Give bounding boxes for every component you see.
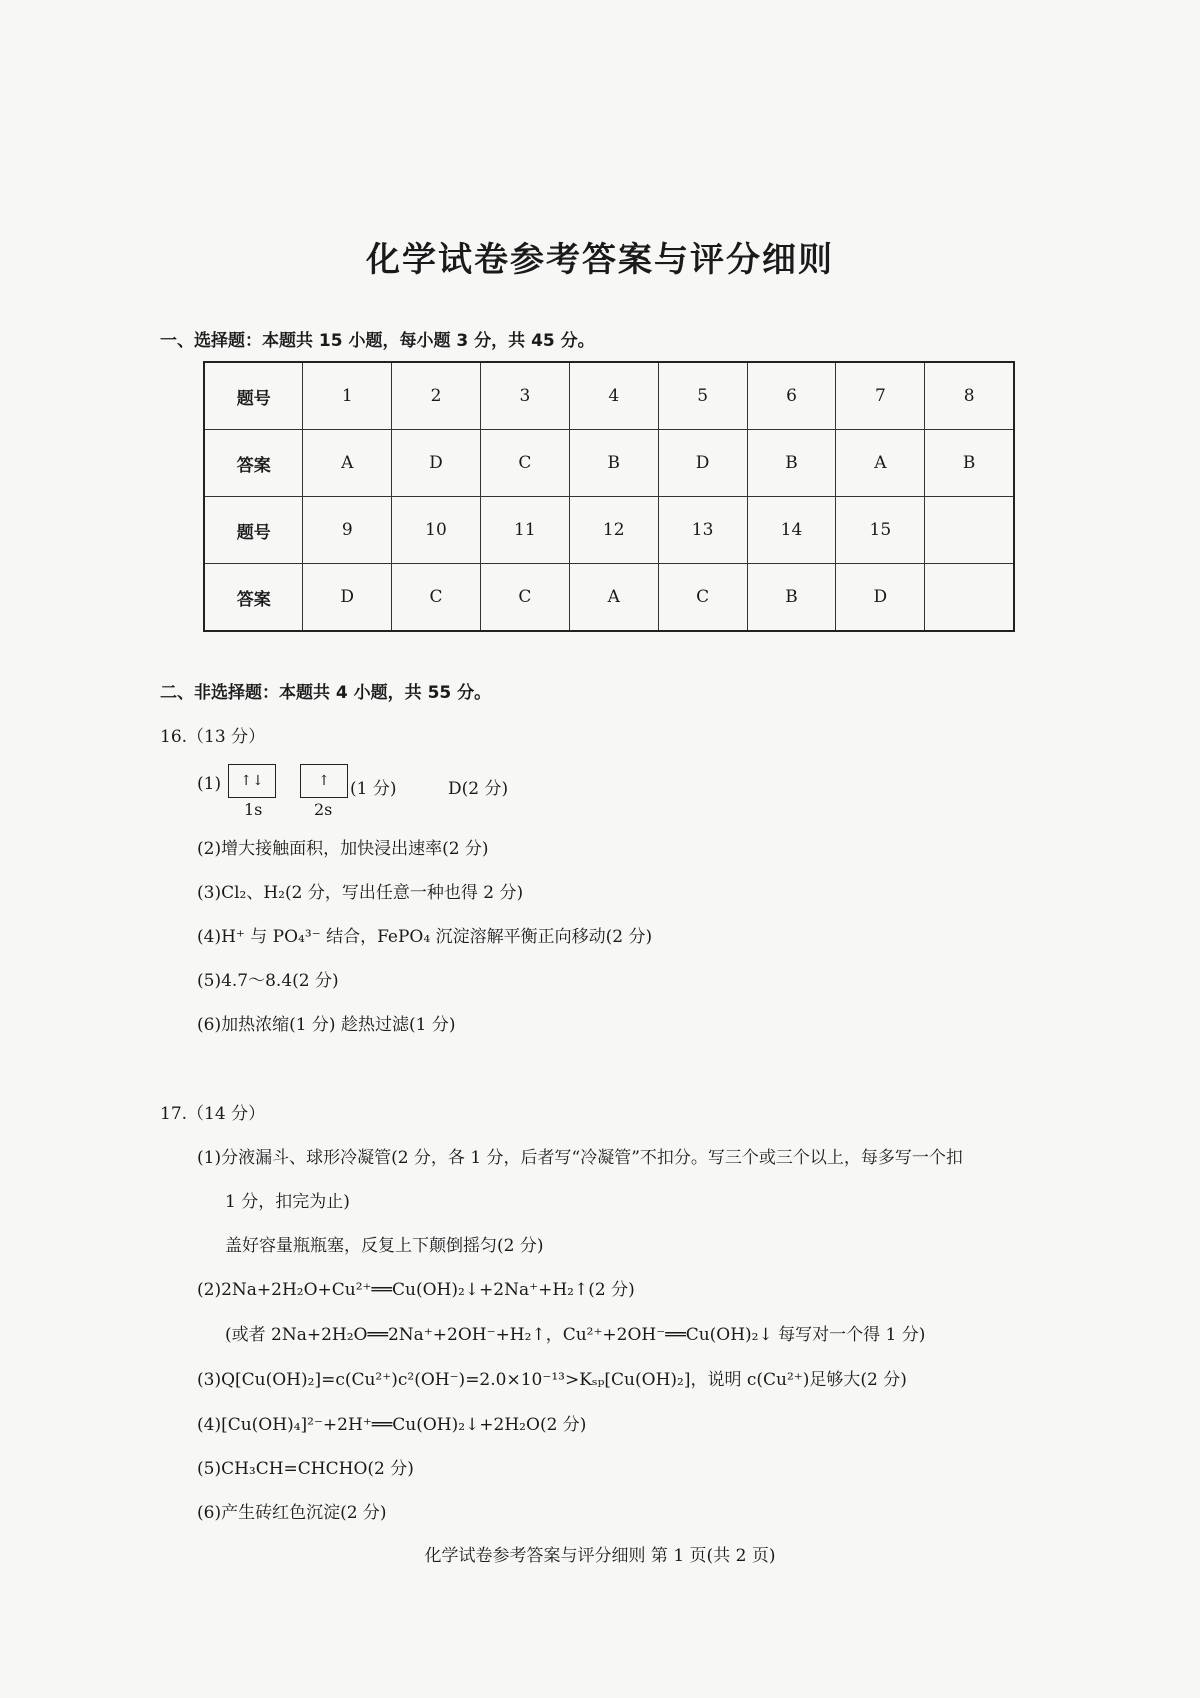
q16-header: 16.（13 分）: [160, 727, 266, 747]
q17-header: 17.（14 分）: [160, 1104, 266, 1124]
answer-table: [203, 361, 1015, 632]
table-cell: B: [569, 430, 658, 497]
q17-p1-line2: 1 分，扣完为止): [225, 1192, 350, 1212]
table-cell: 15: [836, 497, 925, 564]
table-cell: 8: [925, 362, 1014, 430]
row-label-answer: 答案: [204, 430, 303, 497]
q17-p4: (4)[Cu(OH)₄]²⁻+2H⁺══Cu(OH)₂↓+2H₂O(2 分): [197, 1415, 587, 1435]
table-cell: 9: [303, 497, 392, 564]
table-row: [204, 564, 1014, 632]
table-cell: 13: [658, 497, 747, 564]
table-cell: 11: [480, 497, 569, 564]
table-cell: A: [569, 564, 658, 632]
table-cell: 14: [747, 497, 836, 564]
table-cell: D: [392, 430, 481, 497]
q16-p6: (6)加热浓缩(1 分) 趁热过滤(1 分): [197, 1015, 456, 1035]
table-row: [204, 362, 1014, 430]
table-cell: C: [392, 564, 481, 632]
table-cell: B: [925, 430, 1014, 497]
table-cell: C: [480, 430, 569, 497]
q16-p4: (4)H⁺ 与 PO₄³⁻ 结合，FePO₄ 沉淀溶解平衡正向移动(2 分): [197, 927, 653, 947]
q16-p3: (3)Cl₂、H₂(2 分，写出任意一种也得 2 分): [197, 883, 524, 903]
table-cell: D: [658, 430, 747, 497]
q17-p6: (6)产生砖红色沉淀(2 分): [197, 1503, 387, 1523]
table-cell: 12: [569, 497, 658, 564]
table-cell: [925, 497, 1014, 564]
q17-p5: (5)CH₃CH=CHCHO(2 分): [197, 1459, 414, 1479]
table-cell: 1: [303, 362, 392, 430]
table-cell: D: [303, 564, 392, 632]
orbital-box-1s: ↑↓: [228, 764, 276, 798]
table-cell: 10: [392, 497, 481, 564]
table-cell: 2: [392, 362, 481, 430]
table-cell: B: [747, 564, 836, 632]
table-cell: D: [836, 564, 925, 632]
section1-heading: 一、选择题：本题共 15 小题，每小题 3 分，共 45 分。: [160, 331, 595, 351]
orbital-box-2s: ↑: [300, 764, 348, 798]
q16-p5: (5)4.7～8.4(2 分): [197, 971, 339, 991]
table-cell: 7: [836, 362, 925, 430]
orbital-label-1s: 1s: [244, 800, 263, 819]
row-label-answer: 答案: [204, 564, 303, 632]
table-cell: 3: [480, 362, 569, 430]
q17-p3: (3)Q[Cu(OH)₂]=c(Cu²⁺)c²(OH⁻)=2.0×10⁻¹³>Kₛₚ[Cu(OH)₂]，说明 c(Cu²⁺)足够大(2 分): [197, 1370, 907, 1390]
orbital-label-2s: 2s: [314, 800, 333, 819]
page-footer: 化学试卷参考答案与评分细则 第 1 页(共 2 页): [424, 1546, 776, 1566]
table-row: [204, 430, 1014, 497]
page-title: 化学试卷参考答案与评分细则: [366, 240, 834, 280]
q16-p1-answer2: D(2 分): [448, 779, 509, 799]
table-cell: A: [303, 430, 392, 497]
q17-p2-line1: (2)2Na+2H₂O+Cu²⁺══Cu(OH)₂↓+2Na⁺+H₂↑(2 分): [197, 1280, 635, 1300]
section2-heading: 二、非选择题：本题共 4 小题，共 55 分。: [160, 683, 492, 703]
q17-p1-line1: (1)分液漏斗、球形冷凝管(2 分，各 1 分，后者写“冷凝管”不扣分。写三个或三个以上，每多写一个扣: [197, 1148, 963, 1168]
table-cell: C: [658, 564, 747, 632]
q16-p1-score: (1 分): [350, 779, 397, 799]
table-cell: 6: [747, 362, 836, 430]
table-cell: A: [836, 430, 925, 497]
table-row: [204, 497, 1014, 564]
q16-p2: (2)增大接触面积，加快浸出速率(2 分): [197, 839, 489, 859]
q17-p2-line2: (或者 2Na+2H₂O══2Na⁺+2OH⁻+H₂↑，Cu²⁺+2OH⁻══Cu(OH)₂↓ 每写对一个得 1 分): [225, 1325, 926, 1345]
row-label-number: 题号: [204, 362, 303, 430]
q17-p1-line3: 盖好容量瓶瓶塞，反复上下颠倒摇匀(2 分): [225, 1236, 544, 1256]
q16-p1-prefix: (1): [197, 774, 222, 794]
table-cell: 5: [658, 362, 747, 430]
table-cell: B: [747, 430, 836, 497]
table-cell: [925, 564, 1014, 632]
row-label-number: 题号: [204, 497, 303, 564]
table-cell: 4: [569, 362, 658, 430]
table-cell: C: [480, 564, 569, 632]
